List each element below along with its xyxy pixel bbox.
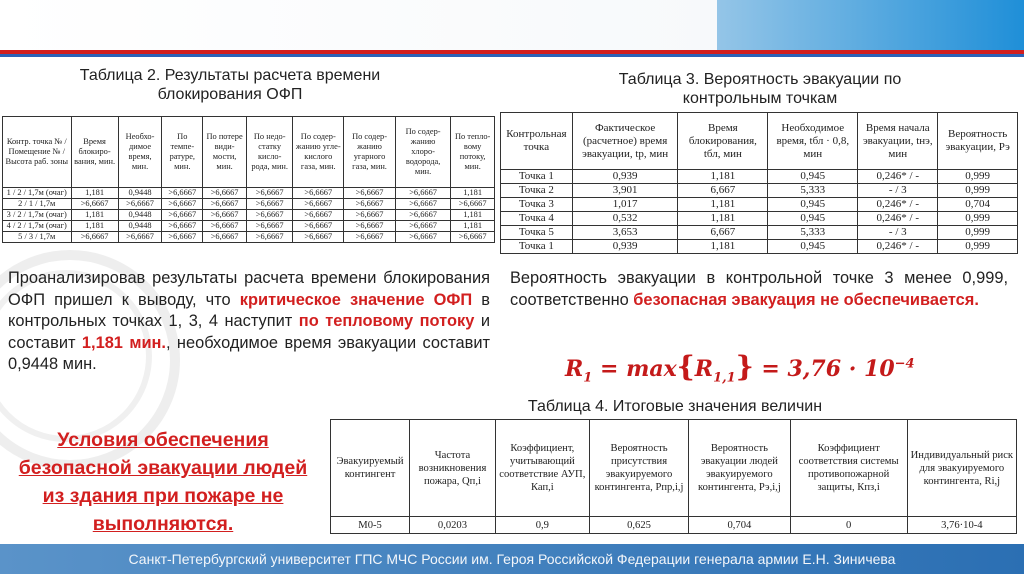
table4-cell: 0,625: [589, 517, 688, 534]
evacuation-probability-paragraph: [510, 268, 1008, 311]
table2-header-cell: Время блокиро-вания, мин.: [71, 117, 118, 188]
table2-cell: >6,6667: [395, 210, 450, 221]
table2-row: [3, 232, 495, 243]
table3-cell: 0,999: [938, 226, 1018, 240]
table3-cell: 0,945: [768, 212, 858, 226]
table4-header-cell: Вероятность эвакуации людей эвакуируемого контингента, Рэ,i,j: [689, 420, 790, 517]
table2-cell: >6,6667: [203, 221, 247, 232]
table2-caption-line2: блокирования ОФП: [157, 86, 303, 103]
table2-cell: 1,181: [71, 221, 118, 232]
table2-cell: 1,181: [451, 188, 495, 199]
unsafe-evacuation-highlight: безопасная эвакуация не обеспечивается.: [633, 290, 979, 309]
table2-cell: >6,6667: [247, 221, 293, 232]
table2-cell: 1 / 2 / 1,7м (очаг): [3, 188, 72, 199]
table3-cell: 0,999: [938, 240, 1018, 254]
table3-cell: 0,246* / -: [858, 198, 938, 212]
table2-row: [3, 199, 495, 210]
table4-cell: 0,9: [495, 517, 589, 534]
table4-header-cell: Вероятность присутствия эвакуируемого контингента, Рпр,i,j: [589, 420, 688, 517]
table3-row: [501, 212, 1018, 226]
table4-header-cell: Частота возникновения пожара, Qп,i: [410, 420, 496, 517]
table2-cell: 3 / 2 / 1,7м (очаг): [3, 210, 72, 221]
table3-cell: 0,704: [938, 198, 1018, 212]
table3-cell: 6,667: [678, 184, 768, 198]
formula-exponent: −4: [894, 356, 915, 372]
table2-cell: >6,6667: [118, 232, 162, 243]
table2-cell: >6,6667: [162, 188, 203, 199]
table2-caption: [30, 66, 430, 104]
table2-cell: >6,6667: [344, 188, 396, 199]
blocking-time-highlight: 1,181 мин.: [81, 333, 166, 352]
formula-close-brace: }: [735, 350, 754, 383]
table2-cell: 1,181: [71, 210, 118, 221]
table2-cell: 2 / 1 / 1,7м: [3, 199, 72, 210]
table3-cell: 3,653: [572, 226, 678, 240]
table2-cell: >6,6667: [344, 221, 396, 232]
table2-cell: >6,6667: [118, 199, 162, 210]
conclusion-text: Условия обеспечения безопасной эвакуации людей из здания при пожаре не выполняются.: [18, 429, 308, 535]
table2-header-cell: По содер-жанию хлоро-водорода, мин.: [395, 117, 450, 188]
formula-arg-sub: 1,1: [713, 370, 736, 386]
table2-header-cell: Необхо-димое время, мин.: [118, 117, 162, 188]
table2-row: [3, 221, 495, 232]
formula-lhs: R: [565, 356, 584, 382]
table2-cell: >6,6667: [293, 232, 344, 243]
table3-cell: - / 3: [858, 184, 938, 198]
table3-header-cell: Время блокирования, tбл, мин: [678, 113, 768, 170]
table2-row: [3, 210, 495, 221]
table2-header-cell: По потере види-мости, мин.: [203, 117, 247, 188]
table2-cell: >6,6667: [395, 232, 450, 243]
table4-cell: 0,704: [689, 517, 790, 534]
probability-text: Вероятность эвакуации в контрольной точке 3 менее 0,999, соответственно: [510, 269, 1008, 309]
table2-cell: >6,6667: [71, 232, 118, 243]
critical-ofp-highlight: критическое значение ОФП: [239, 290, 473, 309]
table2-cell: >6,6667: [451, 232, 495, 243]
table3-cell: 6,667: [678, 226, 768, 240]
table2-cell: >6,6667: [293, 199, 344, 210]
table2-cell: >6,6667: [293, 221, 344, 232]
heat-flow-highlight: по тепловому потоку: [298, 312, 475, 330]
table3-cell: 0,999: [938, 212, 1018, 226]
table3-caption-line1: Таблица 3. Вероятность эвакуации по: [618, 71, 902, 88]
table3-cell: 1,181: [678, 212, 768, 226]
table2-cell: 0,9448: [118, 188, 162, 199]
table2-cell: 1,181: [451, 221, 495, 232]
table3-row: [501, 170, 1018, 184]
table4-header-row: [331, 420, 1017, 517]
table4: [330, 419, 1017, 534]
table3-cell: 1,181: [678, 170, 768, 184]
table4-header-cell: Индивидуальный риск для эвакуируемого контингента, Ri,j: [907, 420, 1016, 517]
table2-header-cell: По содер-жанию угарного газа, мин.: [344, 117, 396, 188]
table2-cell: >6,6667: [451, 199, 495, 210]
risk-formula: [565, 350, 915, 385]
table2-cell: >6,6667: [395, 199, 450, 210]
table3: [500, 112, 1018, 254]
table3-cell: 1,181: [678, 198, 768, 212]
table2-cell: >6,6667: [344, 199, 396, 210]
table4-cell: 0: [790, 517, 907, 534]
table2-cell: 0,9448: [118, 221, 162, 232]
table2-cell: >6,6667: [247, 232, 293, 243]
table3-cell: Точка 2: [501, 184, 573, 198]
table3-cell: Точка 1: [501, 240, 573, 254]
table2-header-cell: По темпе-ратуре, мин.: [162, 117, 203, 188]
table3-header-cell: Необходимое время, tбл · 0,8, мин: [768, 113, 858, 170]
table3-cell: 0,246* / -: [858, 212, 938, 226]
table2-cell: >6,6667: [71, 199, 118, 210]
table2-cell: >6,6667: [395, 221, 450, 232]
table2-cell: >6,6667: [247, 199, 293, 210]
table3-caption: [560, 70, 960, 108]
table3-header-row: [501, 113, 1018, 170]
table3-cell: Точка 1: [501, 170, 573, 184]
table3-cell: Точка 3: [501, 198, 573, 212]
analysis-text-3: и составит: [8, 312, 490, 352]
table2-cell: 1,181: [71, 188, 118, 199]
table4-caption: Таблица 4. Итоговые значения величин: [527, 398, 823, 415]
table3-row: [501, 226, 1018, 240]
table2-cell: >6,6667: [247, 188, 293, 199]
table4-cell: 3,76·10-4: [907, 517, 1016, 534]
analysis-text-1: Проанализировав результаты расчета времени блокирования ОФП пришел к выводу, что: [8, 269, 490, 309]
table3-row: [501, 240, 1018, 254]
table4-header-cell: Коэффициент, учитывающий соответствие АУП, Кап,i: [495, 420, 589, 517]
table3-cell: 0,999: [938, 170, 1018, 184]
table2-cell: >6,6667: [203, 199, 247, 210]
formula-max: = max: [592, 356, 677, 382]
table4-cell: М0-5: [331, 517, 410, 534]
table2-cell: >6,6667: [162, 199, 203, 210]
table3-header-cell: Контрольная точка: [501, 113, 573, 170]
table3-cell: 0,945: [768, 170, 858, 184]
table2-cell: >6,6667: [344, 232, 396, 243]
table2-cell: 1,181: [451, 210, 495, 221]
table2-header-row: [3, 117, 495, 188]
table4-header-cell: Эвакуируемый контингент: [331, 420, 410, 517]
formula-open-brace: {: [676, 350, 695, 383]
table2-cell: >6,6667: [203, 188, 247, 199]
table4-data-row: [331, 517, 1017, 534]
table2-header-cell: По тепло-вому потоку, мин.: [451, 117, 495, 188]
table3-cell: 3,901: [572, 184, 678, 198]
table2-cell: >6,6667: [162, 232, 203, 243]
table2-header-cell: По содер-жанию угле-кислого газа, мин.: [293, 117, 344, 188]
footer-university: Санкт-Петербургский университет ГПС МЧС России им. Героя Российской Федерации генерала армии Е.Н. Зиничева: [0, 544, 1024, 574]
table3-caption-line2: контрольным точкам: [682, 90, 838, 107]
table3-cell: 0,246* / -: [858, 240, 938, 254]
table3-cell: 0,939: [572, 240, 678, 254]
table3-body: [501, 170, 1018, 254]
table2-cell: >6,6667: [162, 221, 203, 232]
table2-row: [3, 188, 495, 199]
table4-header-cell: Коэффициент соответствия системы противопожарной защиты, Кпз,i: [790, 420, 907, 517]
table2-cell: >6,6667: [247, 210, 293, 221]
table3-row: [501, 184, 1018, 198]
table2-caption-line1: Таблица 2. Результаты расчета времени: [79, 67, 381, 84]
table3-row: [501, 198, 1018, 212]
table2-cell: >6,6667: [203, 210, 247, 221]
table3-cell: 0,939: [572, 170, 678, 184]
table3-cell: Точка 5: [501, 226, 573, 240]
table4-cell: 0,0203: [410, 517, 496, 534]
table3-cell: - / 3: [858, 226, 938, 240]
analysis-paragraph: [8, 268, 490, 376]
table2-header-cell: По недо-статку кисло-рода, мин.: [247, 117, 293, 188]
table2-cell: >6,6667: [293, 188, 344, 199]
table3-header-cell: Фактическое (расчетное) время эвакуации, tр, мин: [572, 113, 678, 170]
table2: [2, 116, 495, 243]
table2-cell: 0,9448: [118, 210, 162, 221]
table3-cell: 5,333: [768, 184, 858, 198]
table2-cell: >6,6667: [203, 232, 247, 243]
table3-cell: Точка 4: [501, 212, 573, 226]
table2-cell: 5 / 3 / 1,7м: [3, 232, 72, 243]
table2-body: [3, 188, 495, 243]
table3-cell: 0,246* / -: [858, 170, 938, 184]
formula-arg: R: [694, 356, 714, 382]
header-band: [0, 0, 1024, 50]
table2-cell: >6,6667: [344, 210, 396, 221]
analysis-text-2: в контрольных точках 1, 3, 4 наступит: [8, 290, 491, 330]
table3-cell: 0,945: [768, 240, 858, 254]
table2-header-cell: Контр. точка № / Помещение № / Высота раб. зоны: [3, 117, 72, 188]
table3-cell: 0,532: [572, 212, 678, 226]
table2-cell: 4 / 2 / 1,7м (очаг): [3, 221, 72, 232]
formula-lhs-sub: 1: [583, 370, 593, 386]
table3-cell: 1,181: [678, 240, 768, 254]
table3-cell: 0,999: [938, 184, 1018, 198]
analysis-text-4: , необходимое время эвакуации составит 0,9448 мин.: [8, 333, 490, 373]
table2-cell: >6,6667: [395, 188, 450, 199]
table3-cell: 0,945: [768, 198, 858, 212]
table3-header-cell: Время начала эвакуации, tнэ, мин: [858, 113, 938, 170]
table3-header-cell: Вероятность эвакуации, Рэ: [938, 113, 1018, 170]
table2-cell: >6,6667: [293, 210, 344, 221]
formula-result: = 3,76 · 10: [753, 356, 895, 382]
table3-cell: 5,333: [768, 226, 858, 240]
table2-cell: >6,6667: [162, 210, 203, 221]
table3-cell: 1,017: [572, 198, 678, 212]
